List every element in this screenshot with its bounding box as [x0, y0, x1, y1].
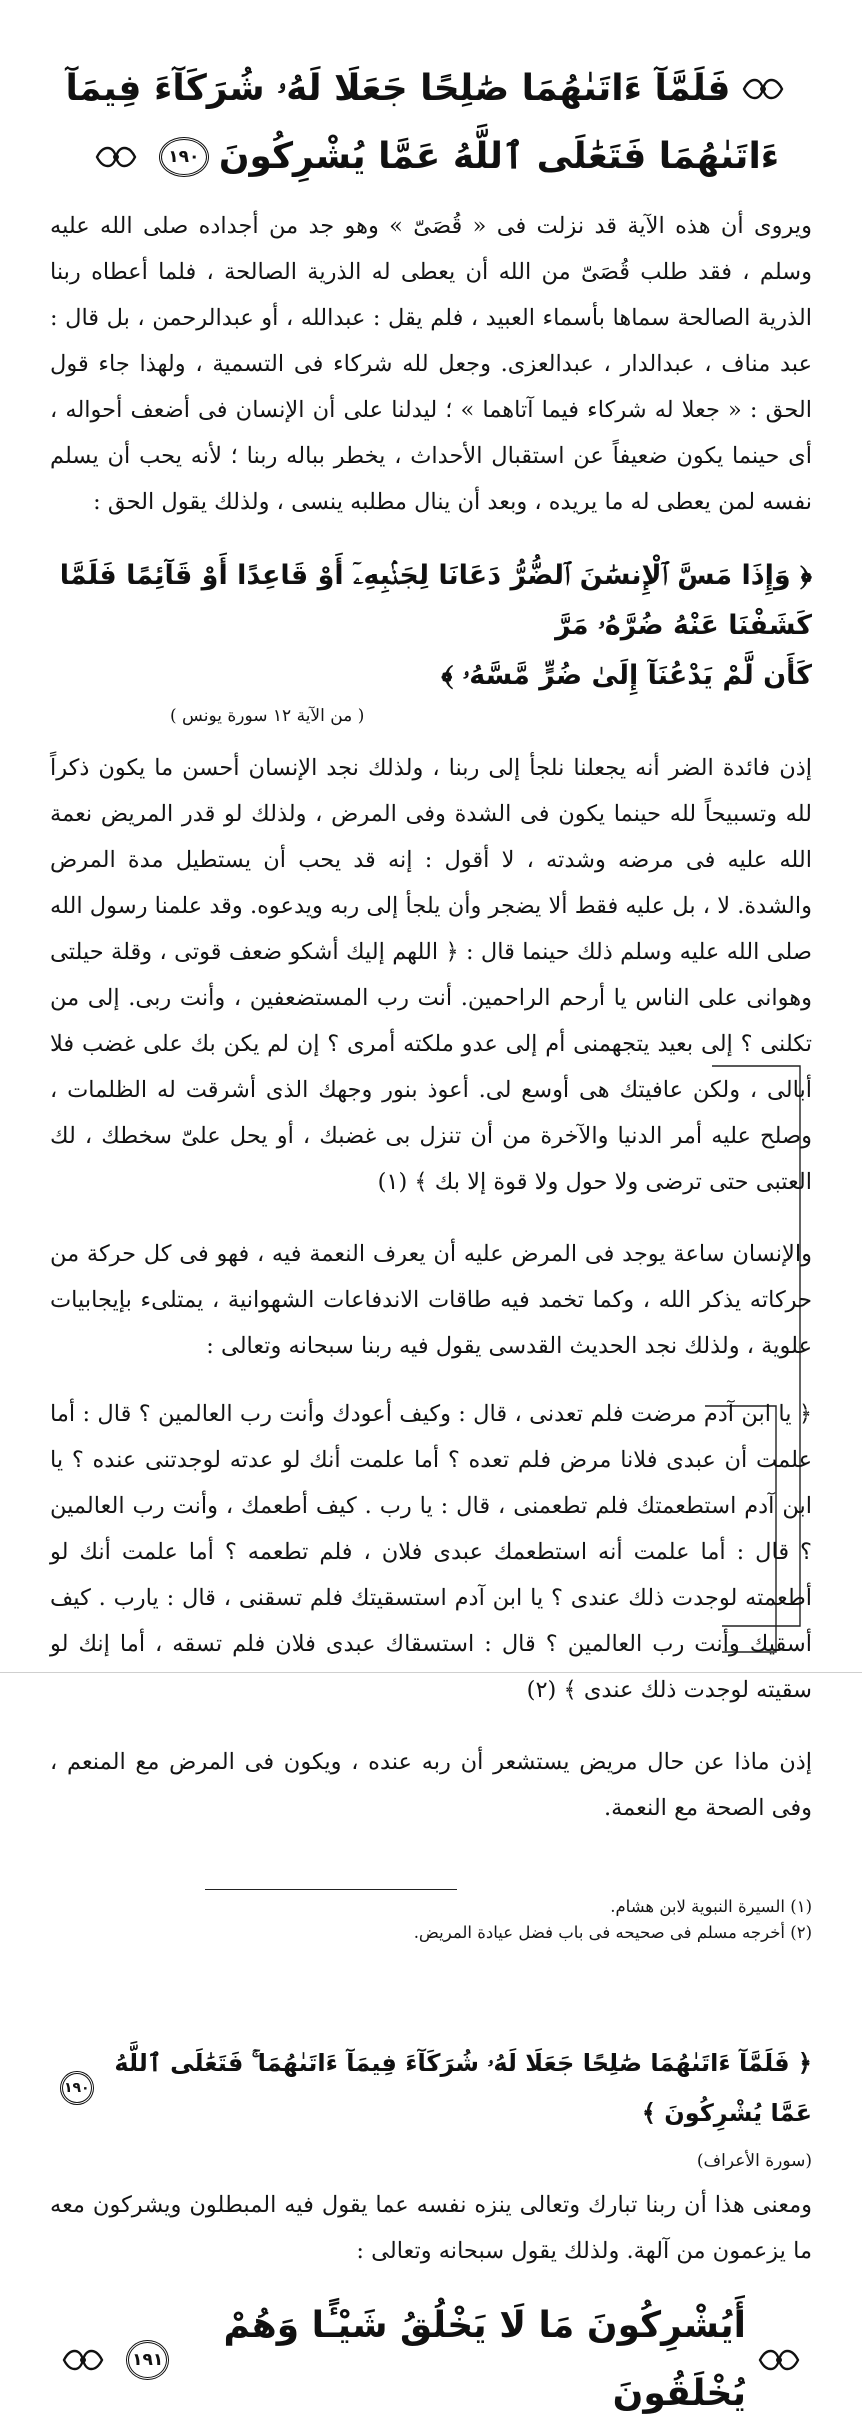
ayah-number-badge: ١٩٠ [159, 137, 209, 177]
verse-yunus-line1: ﴿ وَإِذَا مَسَّ ٱلْإِنسَٰنَ ٱلضُّرُّ دَعَانَا لِجَنۢبِهِۦٓ أَوْ قَاعِدًا أَوْ قَآئِمًا فَلَمَّا كَشَفْنَا عَنْهُ ضُرَّهُۥ مَرَّ [59, 560, 812, 641]
verse-bottom-reference: (سورة الأعراف) [696, 2151, 812, 2171]
paragraph-meaning: ومعنى هذا أن ربنا تبارك وتعالى ينزه نفسه عما يقول فيه المبطلون ويشركون معه ما يزعمون من آلهة. ولذلك يقول سبحانه وتعالى : [50, 2192, 812, 2264]
footnote-2: (٢) أخرجه مسلم فى صحيحه فى باب فضل عيادة المريض. [413, 1923, 812, 1942]
verse-ornament-icon [60, 2343, 106, 2377]
verse-bottom-text: ﴿ فَلَمَّآ ءَاتَىٰهُمَا صَٰلِحًا جَعَلَا لَهُۥ شُرَكَآءَ فِيمَآ ءَاتَىٰهُمَا ۚ فَتَعَٰلَى ٱللَّهُ عَمَّا يُشْرِكُونَ ﴾ [114, 2049, 812, 2127]
verse-final [50, 2292, 812, 2428]
verse-ornament-icon [756, 2343, 802, 2377]
verse-yunus-reference: ( من الآية ١٢ سورة يونس ) [170, 706, 365, 726]
verse-top-line2: ءَاتَىٰهُمَا فَتَعَٰلَى ٱللَّهُ عَمَّا يُشْرِكُونَ [218, 136, 780, 177]
verse-final-text: أَيُشْرِكُونَ مَا لَا يَخْلُقُ شَيْـًٔا وَهُمْ يُخْلَقُونَ [223, 2305, 746, 2414]
verse-bottom [50, 2038, 812, 2176]
verse-yunus-line2: كَأَن لَّمْ يَدْعُنَآ إِلَىٰ ضُرٍّ مَّسَّهُۥ ﴾ [441, 660, 812, 691]
paragraph-illness: والإنسان ساعة يوجد فى المرض عليه أن يعرف النعمة فيه ، فهو فى كل حركة من حركاته يذكر الله ، وكما تخمد فيه طاقات الاندفاعات الشهوانية ، يمتلىء بإيجابيات علوية ، ولذلك نجد الحديث القدسى يقول فيه ربنا سبحانه وتعالى : [50, 1241, 812, 1359]
paragraph-conclusion: إذن ماذا عن حال مريض يستشعر أن ربه عنده ، ويكون فى المرض مع المنعم ، وفى الصحة مع النعمة. [50, 1749, 812, 1821]
footnote-rule [205, 1889, 457, 1890]
verse-ornament-icon [740, 72, 786, 106]
footnotes [50, 1889, 812, 1946]
book-page [50, 55, 812, 2428]
footnote-1: (١) السيرة النبوية لابن هشام. [610, 1897, 812, 1916]
ayah-number-badge: ١٩٠ [60, 2071, 94, 2105]
paragraph-prayer: إذن فائدة الضر أنه يجعلنا نلجأ إلى ربنا ، ولذلك نجد الإنسان أحسن ما يكون ذكراً لله وتسبيحاً لله حينما يكون فى الشدة وفى المرض ، ولذلك لو قدر المريض نعمة الله عليه فى مرضه وشدته ، لا أقول : إنه قد يحب أن يستطيل مدة المرض والشدة. لا ، بل عليه فقط ألا يضجر وأن يلجأ إلى ربه ويدعوه. وقد علمنا رسول الله صلى الله عليه وسلم ذلك حينما قال : ﴿ اللهم إليك أشكو ضعف قوتى ، وقلة حيلتى وهوانى على الناس يا أرحم الراحمين. أنت رب المستضعفين ، وأنت ربى. إلى من تكلنى ؟ إلى بعيد يتجهمنى أم إلى عدو ملكته أمرى ؟ إن لم يكن بك على غضب فلا أبالى ، ولكن عافيتك هى أوسع لى. أعوذ بنور وجهك الذى أشرقت له الظلمات ، وصلح عليه أمر الدنيا والآخرة من أن تنزل بى غضبك ، أو يحل علىّ سخطك ، لك العتبى حتى ترضى ولا حول ولا قوة إلا بك ﴾ (١) [50, 755, 812, 1195]
paragraph-hadith-qudsi: ﴿ يا ابن آدم مرضت فلم تعدنى ، قال : وكيف أعودك وأنت رب العالمين ؟ قال : أما علمت أن عبدى فلانا مرض فلم تعده ؟ أما علمت أنك لو عدته لوجدتنى عنده ؟ يا ابن آدم استطعمتك فلم تطعمنى ، قال : يا رب . كيف أطعمك ، وأنت رب العالمين ؟ قال : أما علمت أنه استطعمك عبدى فلان ، فلم تطعمه ؟ أما علمت أنك لو أطعمته لوجدت ذلك عندى ؟ يا ابن آدم استسقيتك فلم تسقنى ، قال : يارب . كيف أسقيك وأنت رب العالمين ؟ قال : استسقاك عبدى فلان فلم تسقه ، أما إنك لو سقيته لوجدت ذلك عندى ﴾ (٢) [50, 1401, 812, 1703]
verse-top [50, 55, 812, 191]
paragraph-qusay: ويروى أن هذه الآية قد نزلت فى « قُصَىّ » وهو جد من أجداده صلى الله عليه وسلم ، فقد طلب قُصَىّ من الله أن يعطى له الذرية الصالحة ، فلما أعطاه ربنا الذرية الصالحة سماها بأسماء العبيد ، فلم يقل : عبدالله ، أو عبدالرحمن ، بل قال : عبد مناف ، عبدالدار ، عبدالعزى. وجعل لله شركاء فى التسمية ، ولهذا جاء قول الحق : « جعلا له شركاء فيما آتاهما » ؛ ليدلنا على أن الإنسان فى أضعف أحواله ، أى حينما يكون ضعيفاً عن استقبال الأحداث ، يخطر بباله ربنا ؛ لأنه يحب أن يسلم نفسه لمن يعطى له ما يريده ، وبعد أن ينال مطلبه ينسى ، ولذلك يقول الحق : [50, 213, 812, 515]
ayah-number-badge: ١٩١ [126, 2340, 169, 2380]
verse-ornament-icon [93, 140, 139, 174]
verse-yunus [50, 551, 812, 731]
verse-top-line1: فَلَمَّآ ءَاتَىٰهُمَا صَٰلِحًا جَعَلَا لَهُۥ شُرَكَآءَ فِيمَآ [65, 68, 731, 109]
